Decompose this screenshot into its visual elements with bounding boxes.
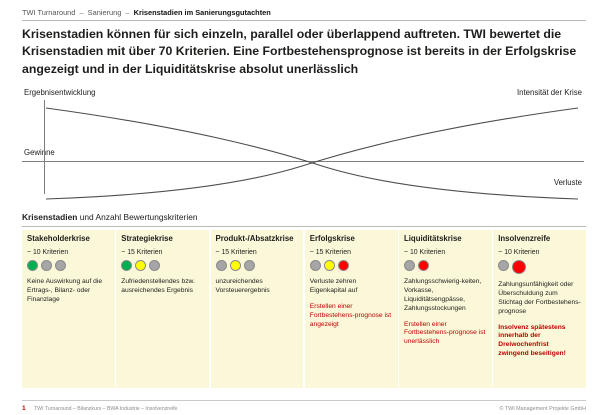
chart-label-verluste: Verluste [553,178,582,187]
crisis-stage-card-produkt-absatzkrise[interactable] [211,230,304,388]
card-note [498,324,581,360]
crisis-stage-card-erfolgskrise[interactable] [305,230,398,388]
chart-series-intensitaet [46,108,578,199]
chart-y-axis-label: Ergebnisentwicklung [24,88,96,97]
crisis-stage-card-insolvenzreife[interactable] [493,230,586,388]
card-title: Stakeholderkrise [27,234,90,243]
card-title: Strategiekrise [121,234,173,243]
card-title: Produkt-/Absatzkrise [215,234,294,243]
card-description: Zahlungsschwierig-keiten, Vorkasse, Liquiditätsengpässe, Zahlungsstockungen [404,277,482,312]
traffic-light-green-icon [121,260,132,271]
chart-series-ergebnisentwicklung [46,108,578,199]
traffic-light-group [27,260,110,271]
traffic-light-grey-icon [41,260,52,271]
chart-x-axis-label: Intensität der Krise [516,88,582,97]
card-criteria-count: ~ 15 Kriterien [309,248,351,256]
traffic-light-yellow-icon [135,260,146,271]
traffic-light-group [498,260,581,274]
card-note-text: Erstellen einer Fortbestehens-prognose ist unerlässlich [404,320,486,346]
traffic-light-grey-icon [149,260,160,271]
crisis-stage-columns [22,230,586,388]
card-description: Zahlungsunfähigkeit oder Überschuldung zum Stichtag der Fortbestehens-prognose [498,280,581,315]
traffic-light-group [121,260,204,271]
breadcrumb-item-3: Krisenstadien im Sanierungsgutachten [133,8,271,17]
traffic-light-red-icon [338,260,349,271]
card-criteria-count: ~ 15 Kriterien [215,248,257,256]
section-title-bold: Krisenstadien [22,212,78,222]
card-note [404,321,487,348]
traffic-light-yellow-icon [324,260,335,271]
traffic-light-green-icon [27,260,38,271]
footer-divider [22,400,586,401]
card-description: unzureichendes Vorsteuerergebnis [215,277,270,294]
traffic-light-grey-icon [216,260,227,271]
traffic-light-grey-icon [310,260,321,271]
traffic-light-group [404,260,487,271]
card-title: Erfolgskrise [309,234,355,243]
page-number: 1 [22,405,26,412]
crisis-stage-card-strategiekrise[interactable] [116,230,209,388]
card-note-text: Erstellen einer Fortbestehens-prognose ist angezeigt [309,302,392,328]
breadcrumb-item-2: Sanierung [87,8,122,17]
card-note [310,303,393,330]
crisis-stage-card-liquiditaetskrise[interactable] [399,230,492,388]
section-title-rest: und Anzahl Bewertungskriterien [79,212,198,222]
traffic-light-yellow-icon [230,260,241,271]
traffic-light-red-icon [418,260,429,271]
footer-copyright: © TWI Management Projekte GmbH [499,405,586,412]
card-description: Verluste zehren Eigenkapital auf [309,277,358,294]
traffic-light-grey-icon [55,260,66,271]
card-title: Insolvenzreife [498,234,551,243]
traffic-light-group [216,260,299,271]
chart-label-gewinne: Gewinne [24,148,55,157]
section-divider [22,226,586,227]
section-title [22,212,198,222]
traffic-light-grey-icon [404,260,415,271]
card-description: Keine Auswirkung auf die Ertrags-, Bilanz- oder Finanzlage [27,277,103,303]
breadcrumb-separator-2: – [125,8,130,17]
breadcrumb [22,8,586,17]
breadcrumb-item-1: TWI Turnaround [22,8,76,17]
chart-curves [22,88,584,206]
card-criteria-count: ~ 10 Kriterien [404,248,446,256]
crisis-stage-card-stakeholderkrise[interactable] [22,230,115,388]
page-title: Krisenstadien können für sich einzeln, parallel oder überlappend auftreten. TWI bewertet die Krisenstadien mit über 70 Kriterien. Eine Fortbestehensprognose ist bereits in der Erfolgskrise angezeigt und in der Liquiditätskrise absolut unerlässlich [22,27,577,76]
card-description: Zufriedenstellendes bzw. ausreichendes Ergebnis [121,277,195,294]
footer-caption: TWI Turnaround – Bilanzkurs – BWA Industrie – Insolvenzreife [34,405,178,412]
traffic-light-grey-icon [498,260,509,271]
traffic-light-grey-icon [244,260,255,271]
crisis-intensity-chart [22,88,584,206]
traffic-light-red-large-icon [512,260,526,274]
card-title: Liquiditätskrise [404,234,462,243]
card-criteria-count: ~ 10 Kriterien [498,248,540,256]
card-note-text: Insolvenz spätestens innerhalb der Dreiwochenfrist zwingend beseitigen! [498,323,566,358]
card-criteria-count: ~ 15 Kriterien [121,248,163,256]
card-criteria-count: ~ 10 Kriterien [27,248,69,256]
traffic-light-group [310,260,393,271]
header-divider [22,20,586,21]
breadcrumb-separator-1: – [79,8,84,17]
